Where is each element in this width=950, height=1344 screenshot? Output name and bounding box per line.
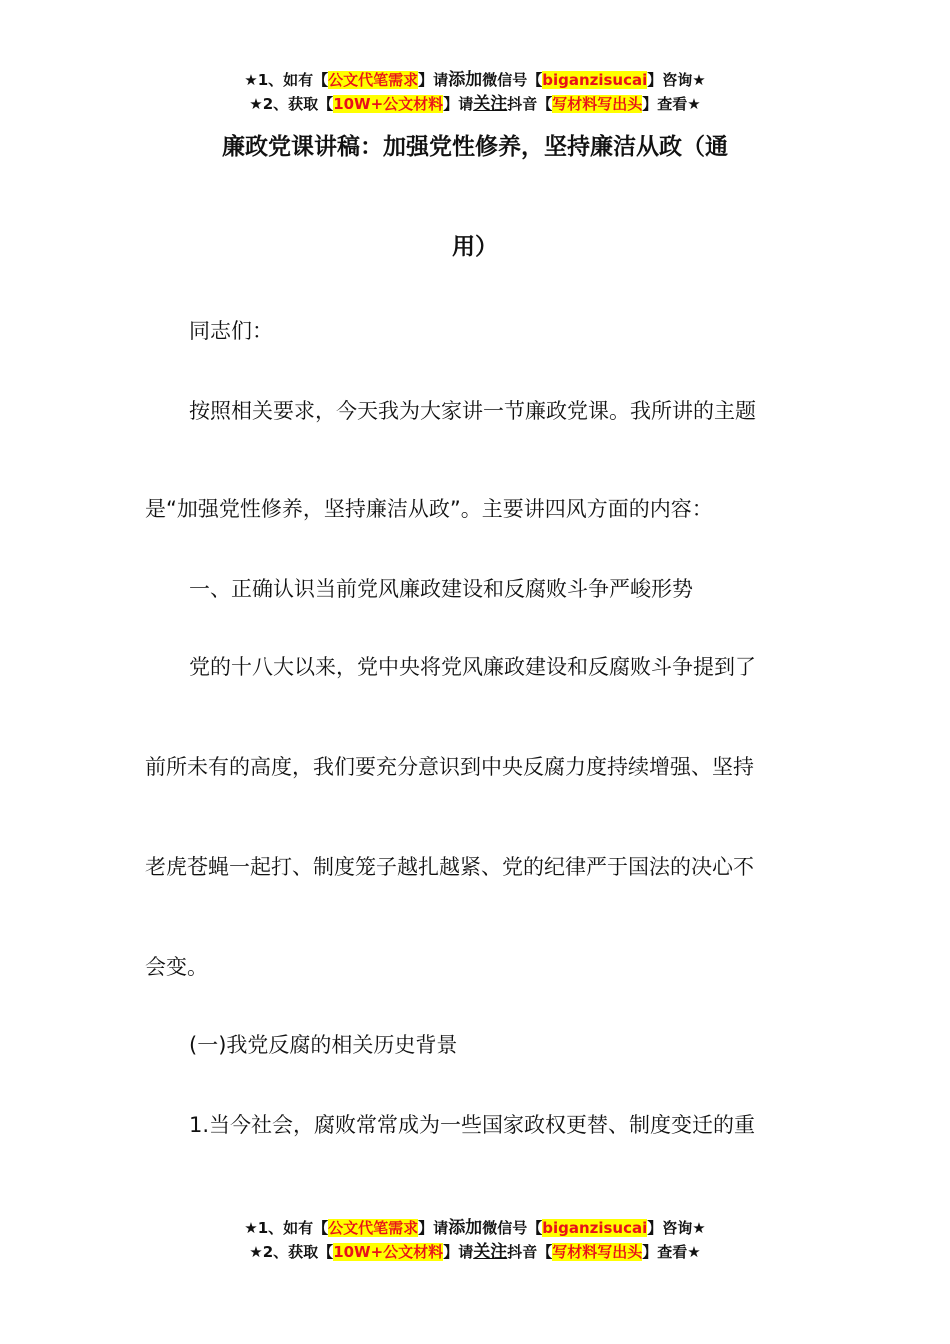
banner-text: 微信号【: [482, 71, 543, 89]
banner-text: 】查看★: [642, 1243, 701, 1261]
banner-line-1: [0, 68, 950, 92]
banner-text: ★2、获取【: [249, 95, 334, 113]
banner-text: 】请: [418, 1219, 449, 1237]
highlight-douyin: 写材料写出头: [552, 95, 643, 113]
banner-emphasis: 关注: [473, 1242, 508, 1262]
paragraph-line: 会变。: [145, 955, 208, 979]
banner-text: 】咨询★: [647, 1219, 706, 1237]
banner-emphasis: 添加: [448, 1218, 483, 1238]
banner-text: 】请: [443, 95, 474, 113]
banner-text: 】请: [443, 1243, 474, 1261]
highlight-service: 公文代笔需求: [328, 71, 419, 89]
subsection-heading: (一)我党反腐的相关历史背景: [189, 1033, 458, 1057]
banner-text: 】请: [418, 71, 449, 89]
banner-text: 】查看★: [642, 95, 701, 113]
banner-text: ★1、如有【: [244, 71, 329, 89]
highlight-douyin: 写材料写出头: [552, 1243, 643, 1261]
document-title-line-1: 廉政党课讲稿：加强党性修养，坚持廉洁从政（通: [222, 134, 728, 160]
banner-text: 微信号【: [482, 1219, 543, 1237]
footer-banner: [0, 1216, 950, 1264]
banner-text: 抖音【: [507, 1243, 553, 1261]
paragraph-line: 前所未有的高度，我们要充分意识到中央反腐力度持续增强、坚持: [145, 755, 754, 779]
banner-text: 抖音【: [507, 95, 553, 113]
paragraph-line: 是“加强党性修养，坚持廉洁从政”。主要讲四风方面的内容：: [145, 497, 713, 521]
banner-text: 】咨询★: [647, 71, 706, 89]
banner-text: ★1、如有【: [244, 1219, 329, 1237]
banner-text: ★2、获取【: [249, 1243, 334, 1261]
section-heading: 一、正确认识当前党风廉政建设和反腐败斗争严峻形势: [189, 577, 693, 601]
banner-emphasis: 关注: [473, 94, 508, 114]
paragraph-line: 1.当今社会，腐败常常成为一些国家政权更替、制度变迁的重: [189, 1113, 756, 1137]
header-banner: [0, 68, 950, 116]
paragraph-line: 党的十八大以来，党中央将党风廉政建设和反腐败斗争提到了: [189, 655, 756, 679]
banner-emphasis: 添加: [448, 70, 483, 90]
highlight-wechat-id: biganzisucai: [542, 71, 648, 89]
paragraph-line: 老虎苍蝇一起打、制度笼子越扎越紧、党的纪律严于国法的决心不: [145, 855, 754, 879]
paragraph-line: 按照相关要求，今天我为大家讲一节廉政党课。我所讲的主题: [189, 399, 756, 423]
banner-line-2: [0, 92, 950, 116]
document-title-line-2: 用）: [452, 234, 498, 260]
highlight-materials: 10W+公文材料: [333, 95, 444, 113]
highlight-service: 公文代笔需求: [328, 1219, 419, 1237]
highlight-wechat-id: biganzisucai: [542, 1219, 648, 1237]
salutation: 同志们：: [189, 319, 273, 343]
highlight-materials: 10W+公文材料: [333, 1243, 444, 1261]
banner-line-1: [0, 1216, 950, 1240]
banner-line-2: [0, 1240, 950, 1264]
